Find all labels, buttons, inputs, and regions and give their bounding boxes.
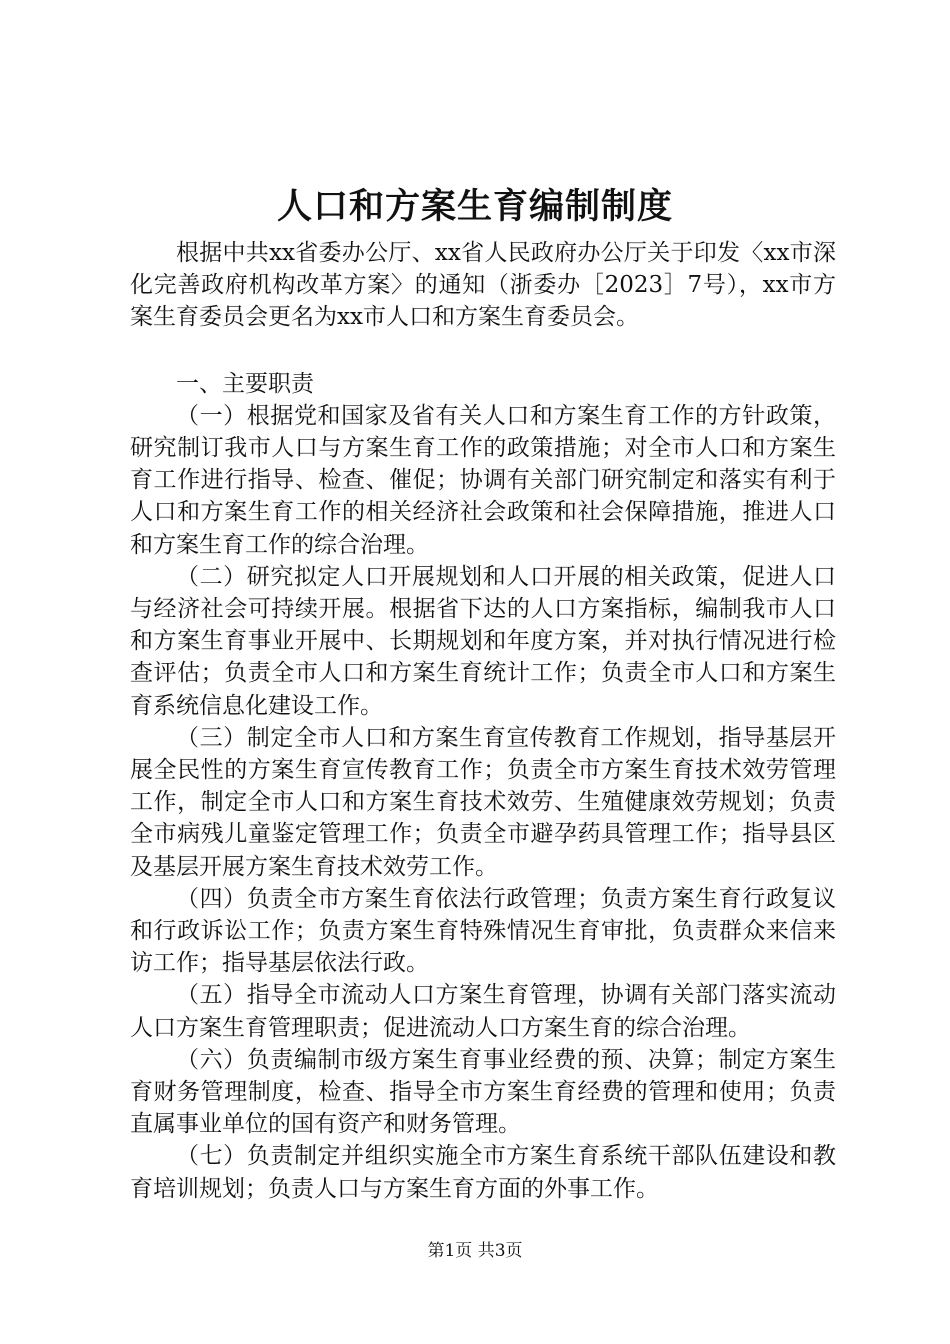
duty-paragraph-3: （三）制定全市人口和方案生育宣传教育工作规划，指导基层开展全民性的方案生育宣传教育工作；负责全市方案生育技术效劳管理工作，制定全市人口和方案生育技术效劳、生殖健康效劳规划；负责全市病残儿童鉴定管理工作；负责全市避孕药具管理工作；指导县区及基层开展方案生育技术效劳工作。: [130, 724, 836, 880]
duty-paragraph-6: （六）负责编制市级方案生育事业经费的预、决算；制定方案生育财务管理制度，检查、指导全市方案生育经费的管理和使用；负责直属事业单位的国有资产和财务管理。: [130, 1046, 836, 1138]
intro-paragraph: 根据中共xx省委办公厅、xx省人民政府办公厅关于印发〈xx市深化完善政府机构改革方案〉的通知（浙委办［2023］7号），xx市方案生育委员会更名为xx市人口和方案生育委员会。: [130, 240, 836, 331]
document-title: 人口和方案生育编制制度: [276, 186, 673, 227]
section-heading: 一、主要职责: [176, 370, 314, 397]
duty-paragraph-4: （四）负责全市方案生育依法行政管理；负责方案生育行政复议和行政诉讼工作；负责方案生育特殊情况生育审批，负责群众来信来访工作；指导基层依法行政。: [130, 885, 836, 977]
duty-paragraph-2: （二）研究拟定人口开展规划和人口开展的相关政策，促进人口与经济社会可持续开展。根据省下达的人口方案指标，编制我市人口和方案生育事业开展中、长期规划和年度方案，并对执行情况进行检查评估；负责全市人口和方案生育统计工作；负责全市人口和方案生育系统信息化建设工作。: [130, 563, 836, 719]
page-number: 第1页 共3页: [427, 1241, 523, 1261]
duty-paragraph-1: （一）根据党和国家及省有关人口和方案生育工作的方针政策，研究制订我市人口与方案生育工作的政策措施；对全市人口和方案生育工作进行指导、检查、催促；协调有关部门研究制定和落实有利于人口和方案生育工作的相关经济社会政策和社会保障措施，推进人口和方案生育工作的综合治理。: [130, 402, 836, 558]
duty-paragraph-7: （七）负责制定并组织实施全市方案生育系统干部队伍建设和教育培训规划；负责人口与方案生育方面的外事工作。: [130, 1143, 836, 1202]
document-body: [130, 237, 836, 1205]
duty-paragraph-5: （五）指导全市流动人口方案生育管理，协调有关部门落实流动人口方案生育管理职责；促进流动人口方案生育的综合治理。: [130, 982, 836, 1041]
